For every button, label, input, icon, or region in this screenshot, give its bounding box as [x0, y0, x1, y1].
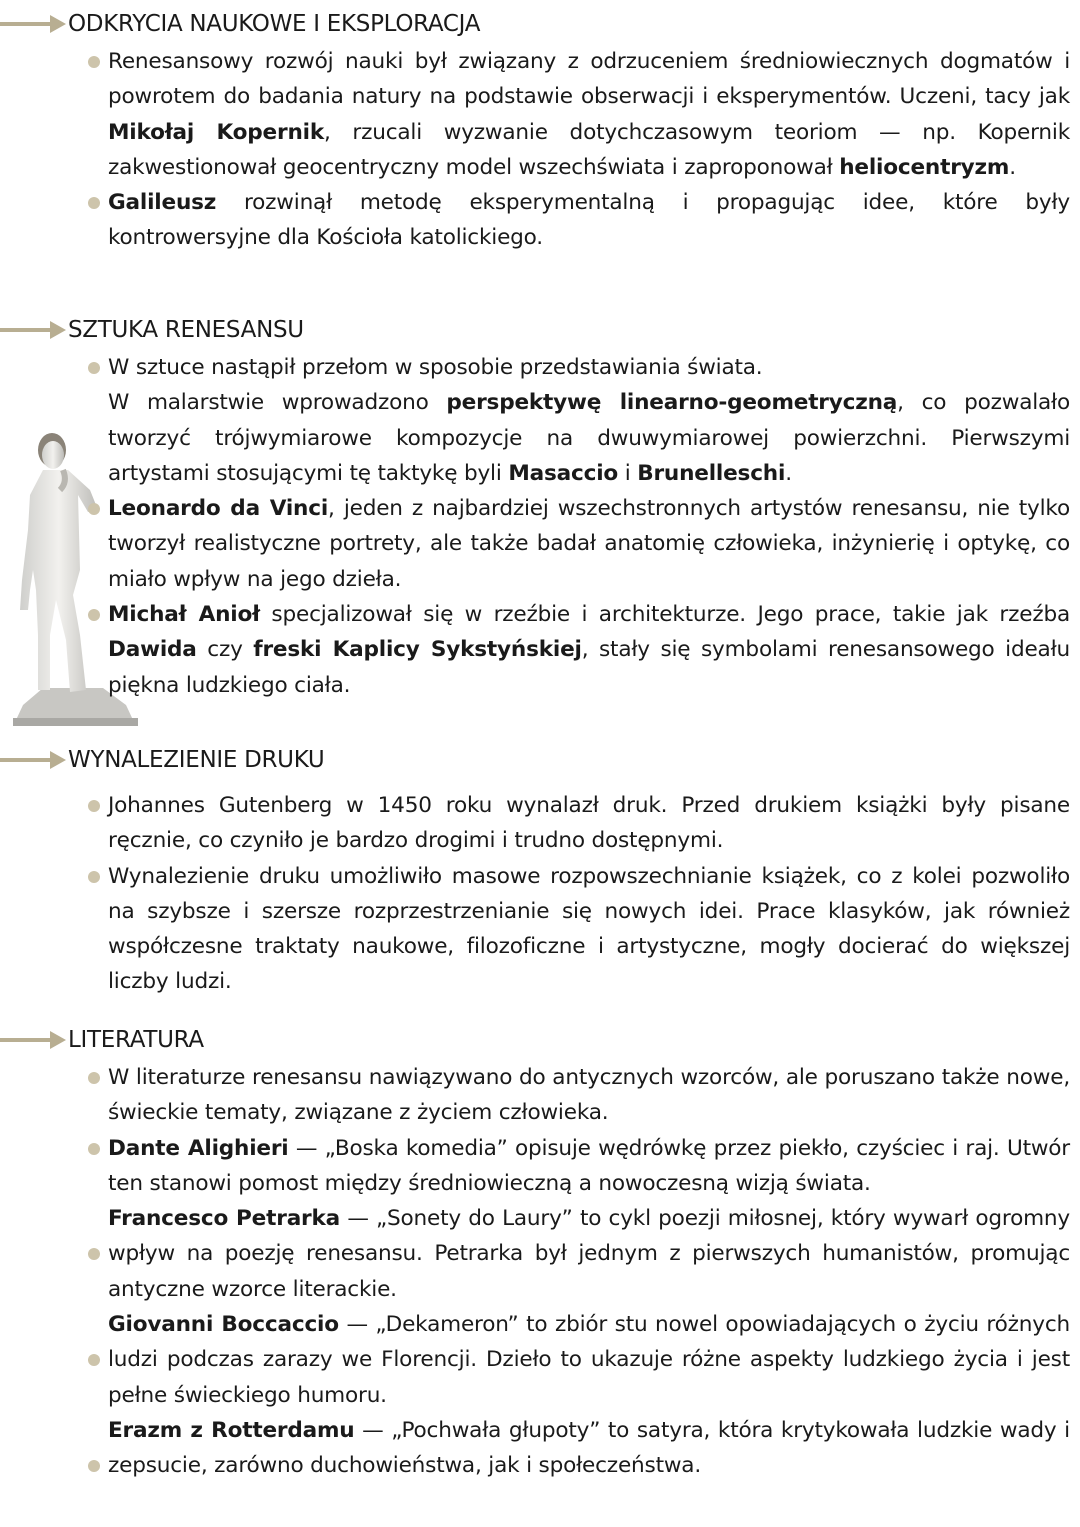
list-item	[108, 491, 1070, 597]
bold-term: Galileusz	[108, 190, 217, 216]
text: W sztuce nastąpił przełom w sposobie przedstawiania świata.	[108, 355, 763, 380]
bold-term: Dawida	[108, 637, 197, 663]
text: Wynalezienie druku umożliwiło masowe rozpowszechnianie książek, co z kolei pozwoliło na szybsze i szersze rozprzestrzenianie się nowych idei. Prace klasyków, jak również współczesne traktaty naukowe, filozoficzne i artystyczne, mogły docierać do większej liczby ludzi.	[108, 863, 1070, 995]
bold-term: Erazm z Rotterdamu	[108, 1417, 355, 1443]
section-title: LITERATURA	[68, 1027, 204, 1053]
section-title: SZTUKA RENESANSU	[68, 317, 304, 343]
list-item	[108, 597, 1070, 703]
text: — „Boska komedia” opisuje wędrówkę przez piekło, czyściec i raj. Utwór ten stanowi pomost między średniowieczną a nowoczesną wizją świata.	[108, 1135, 1070, 1196]
bullet-icon	[88, 871, 100, 883]
text: .	[785, 460, 792, 486]
text: .	[1009, 154, 1016, 180]
list-item	[108, 1201, 1070, 1307]
bullet-icon	[88, 1248, 100, 1260]
list-item	[108, 1131, 1070, 1202]
text: rozwinął metodę eksperymentalną i propagując idee, które były kontrowersyjne dla Kościoła katolickiego.	[108, 190, 1070, 251]
list-item	[108, 1307, 1070, 1413]
bold-term: Michał Anioł	[108, 602, 260, 628]
text: W literaturze renesansu nawiązywano do antycznych wzorców, ale poruszano także nowe, świeckie tematy, związane z życiem człowieka.	[108, 1065, 1070, 1126]
list-item	[108, 1060, 1070, 1131]
bullet-icon	[88, 1143, 100, 1155]
list-item	[108, 385, 1070, 491]
bold-term: Dante Alighieri	[108, 1135, 289, 1161]
section	[0, 742, 1080, 1000]
section-heading	[0, 6, 1080, 42]
bold-term: heliocentryzm	[839, 154, 1010, 180]
text: , stały się symbolami renesansowego ideału piękna ludzkiego ciała.	[108, 637, 1070, 698]
list-item	[108, 185, 1070, 256]
list-item	[108, 788, 1070, 859]
text: — „Dekameron” to zbiór stu nowel opowiadających o życiu różnych ludzi podczas zarazy we Florencji. Dzieło to ukazuje różne aspekty ludzkiego życia i jest pełne świeckiego humoru.	[108, 1312, 1071, 1408]
section	[0, 1022, 1080, 1484]
text: Johannes Gutenberg w 1450 roku wynalazł druk. Przed drukiem książki były pisane ręcznie, co czyniło je bardzo drogimi i trudno dostępnymi.	[108, 793, 1070, 854]
section-title: ODKRYCIA NAUKOWE I EKSPLORACJA	[68, 11, 481, 37]
bold-term: Giovanni Boccaccio	[108, 1312, 339, 1338]
text: i	[618, 460, 638, 486]
section	[0, 6, 1080, 256]
text: Renesansowy rozwój nauki był związany z odrzuceniem średniowiecznych dogmatów i powrotem do badania natury na podstawie obserwacji i eksperymentów. Uczeni, tacy jak	[108, 49, 1070, 110]
text: , rzucali wyzwanie dotychczasowym teoriom — np. Kopernik zakwestionował geocentryczny model wszechświata i zaproponował	[108, 119, 1070, 180]
section-heading	[0, 312, 1080, 348]
section	[0, 312, 1080, 703]
bullet-icon	[88, 503, 100, 515]
arrow-icon	[0, 321, 68, 339]
bullet-icon	[88, 800, 100, 812]
bullet-icon	[88, 362, 100, 374]
section-heading	[0, 1022, 1080, 1058]
list-item	[108, 859, 1070, 1000]
list-item	[108, 1413, 1070, 1484]
arrow-icon	[0, 751, 68, 769]
text: , jeden z najbardziej wszechstronnych artystów renesansu, nie tylko tworzył realistyczne portrety, ale także badał anatomię człowieka, inżynierię i optykę, co miało wpływ na jego dzieła.	[108, 496, 1070, 592]
bold-term: Leonardo da Vinci	[108, 496, 329, 522]
text: specjalizował się w rzeźbie i architekturze. Jego prace, takie jak rzeźba	[259, 602, 1070, 628]
bold-term: freski Kaplicy Sykstyńskiej	[253, 637, 582, 663]
text: — „Pochwała głupoty” to satyra, która krytykowała ludzkie wady i zepsucie, zarówno duchowieństwa, jak i społeczeństwa.	[108, 1417, 1070, 1479]
text: czy	[196, 637, 254, 663]
arrow-icon	[0, 1031, 68, 1049]
bold-term: Brunelleschi	[637, 460, 786, 486]
bullet-icon	[88, 1354, 100, 1366]
bullet-icon	[88, 1072, 100, 1084]
section-title: WYNALEZIENIE DRUKU	[68, 747, 325, 773]
text: — „Sonety do Laury” to cykl poezji miłosnej, który wywarł ogromny wpływ na poezję renesansu. Petrarka był jednym z pierwszych humanistów, promując antyczne wzorce literackie.	[108, 1206, 1070, 1302]
bullet-icon	[88, 56, 100, 68]
text: W malarstwie wprowadzono	[108, 390, 447, 416]
bold-term: Masaccio	[508, 460, 619, 486]
list-item	[108, 350, 1070, 385]
section-heading	[0, 742, 1080, 778]
list-item	[108, 44, 1070, 185]
bold-term: Francesco Petrarka	[108, 1206, 341, 1232]
bullet-icon	[88, 1460, 100, 1472]
bullet-icon	[88, 609, 100, 621]
arrow-icon	[0, 15, 68, 33]
text: , co pozwalało tworzyć trójwymiarowe kompozycje na dwuwymiarowej powierzchni. Pierwszymi artystami stosującymi tę taktykę byli	[108, 390, 1071, 486]
bold-term: perspektywę linearno-geometryczną	[446, 390, 898, 416]
bold-term: Mikołaj Kopernik	[108, 119, 324, 145]
bullet-icon	[88, 197, 100, 209]
